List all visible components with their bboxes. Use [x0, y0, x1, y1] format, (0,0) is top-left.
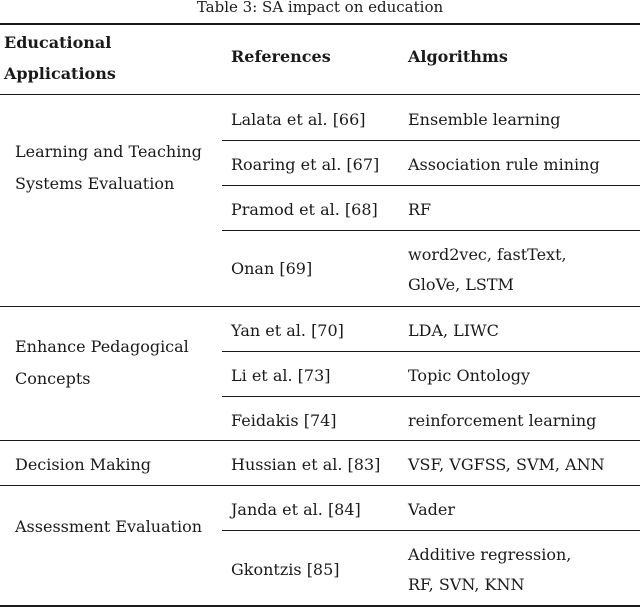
reference-cell: Roaring et al. [67]	[231, 155, 380, 174]
algorithm-cell: VSF, VGFSS, SVM, ANN	[408, 455, 605, 474]
group-name-line: Assessment Evaluation	[15, 517, 203, 536]
row-divider	[222, 140, 640, 141]
group-name-line: Systems Evaluation	[15, 174, 175, 193]
row-divider	[222, 230, 640, 231]
reference-cell: Yan et al. [70]	[231, 321, 344, 340]
reference-cell: Gkontzis [85]	[231, 560, 340, 579]
algorithm-cell: Vader	[408, 500, 455, 519]
group-rule	[0, 440, 640, 441]
algorithm-cell: GloVe, LSTM	[408, 275, 514, 294]
header-references: References	[231, 47, 331, 66]
algorithm-cell: Association rule mining	[408, 155, 600, 174]
group-rule	[0, 485, 640, 486]
algorithm-cell: RF, SVN, KNN	[408, 575, 525, 594]
header-algorithms: Algorithms	[408, 47, 508, 66]
header-col1-line1: Educational	[4, 33, 112, 52]
header-col1-line2: Applications	[4, 64, 116, 83]
algorithm-cell: reinforcement learning	[408, 411, 597, 430]
algorithm-cell: Topic Ontology	[408, 366, 530, 385]
row-divider	[222, 396, 640, 397]
top-rule	[0, 23, 640, 25]
algorithm-cell: Ensemble learning	[408, 110, 561, 129]
row-divider	[222, 530, 640, 531]
bottom-rule	[0, 605, 640, 607]
algorithm-cell: RF	[408, 200, 432, 219]
row-divider	[222, 351, 640, 352]
table-caption: Table 3: SA impact on education	[196, 0, 444, 16]
group-rule	[0, 306, 640, 307]
algorithm-cell: Additive regression,	[408, 545, 572, 564]
reference-cell: Li et al. [73]	[231, 366, 331, 385]
algorithm-cell: LDA, LIWC	[408, 321, 499, 340]
header-rule	[0, 94, 640, 95]
reference-cell: Feidakis [74]	[231, 411, 337, 430]
reference-cell: Janda et al. [84]	[231, 500, 361, 519]
group-name-line: Learning and Teaching	[15, 142, 202, 161]
row-divider	[222, 185, 640, 186]
reference-cell: Lalata et al. [66]	[231, 110, 366, 129]
group-name-line: Decision Making	[15, 455, 152, 474]
algorithm-cell: word2vec, fastText,	[408, 245, 567, 264]
reference-cell: Pramod et al. [68]	[231, 200, 378, 219]
reference-cell: Onan [69]	[231, 259, 313, 278]
group-name-line: Enhance Pedagogical	[15, 337, 189, 356]
group-name-line: Concepts	[15, 369, 91, 388]
reference-cell: Hussian et al. [83]	[231, 455, 381, 474]
